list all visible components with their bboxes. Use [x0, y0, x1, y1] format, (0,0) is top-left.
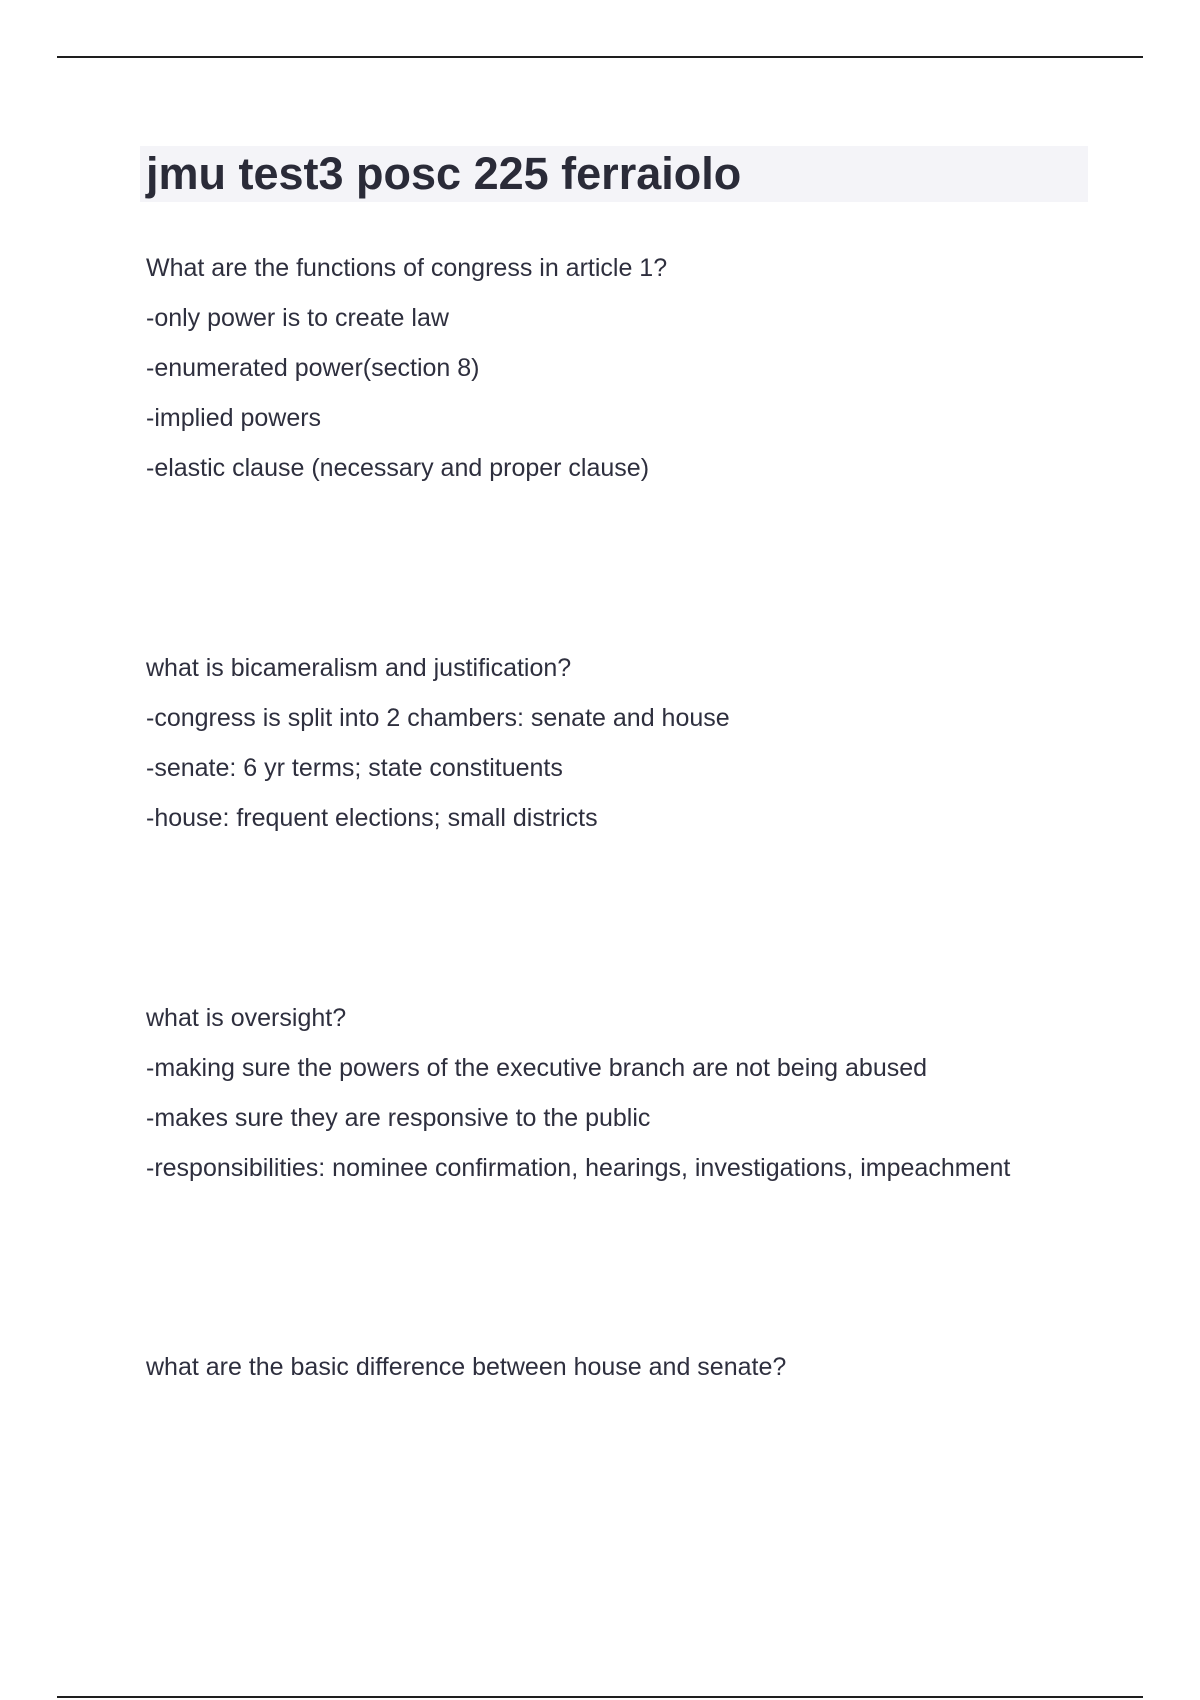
answer-line: -enumerated power(section 8) — [146, 354, 480, 382]
question-text: what is oversight? — [146, 1004, 347, 1032]
question-text: what are the basic difference between house and senate? — [146, 1353, 787, 1381]
top-divider — [57, 56, 1143, 58]
answer-line: -only power is to create law — [146, 304, 449, 332]
flashcard-2 — [146, 643, 1146, 843]
page-title: jmu test3 posc 225 ferraiolo — [146, 148, 742, 199]
answer-line: -congress is split into 2 chambers: senate and house — [146, 704, 730, 732]
answer-line: -house: frequent elections; small districts — [146, 804, 598, 832]
flashcard-4 — [146, 1342, 1146, 1392]
answer-line: -elastic clause (necessary and proper clause) — [146, 454, 650, 482]
answer-line: -making sure the powers of the executive branch are not being abused — [146, 1054, 928, 1082]
answer-line: -implied powers — [146, 404, 322, 432]
question-text: what is bicameralism and justification? — [146, 654, 572, 682]
flashcard-3 — [146, 993, 1146, 1193]
answer-line: -senate: 6 yr terms; state constituents — [146, 754, 563, 782]
answer-line: -responsibilities: nominee confirmation, hearings, investigations, impeachment — [146, 1154, 1011, 1182]
question-text: What are the functions of congress in article 1? — [146, 254, 668, 282]
flashcard-1 — [146, 243, 1146, 493]
answer-line: -makes sure they are responsive to the public — [146, 1104, 651, 1132]
bottom-divider — [57, 1696, 1143, 1698]
